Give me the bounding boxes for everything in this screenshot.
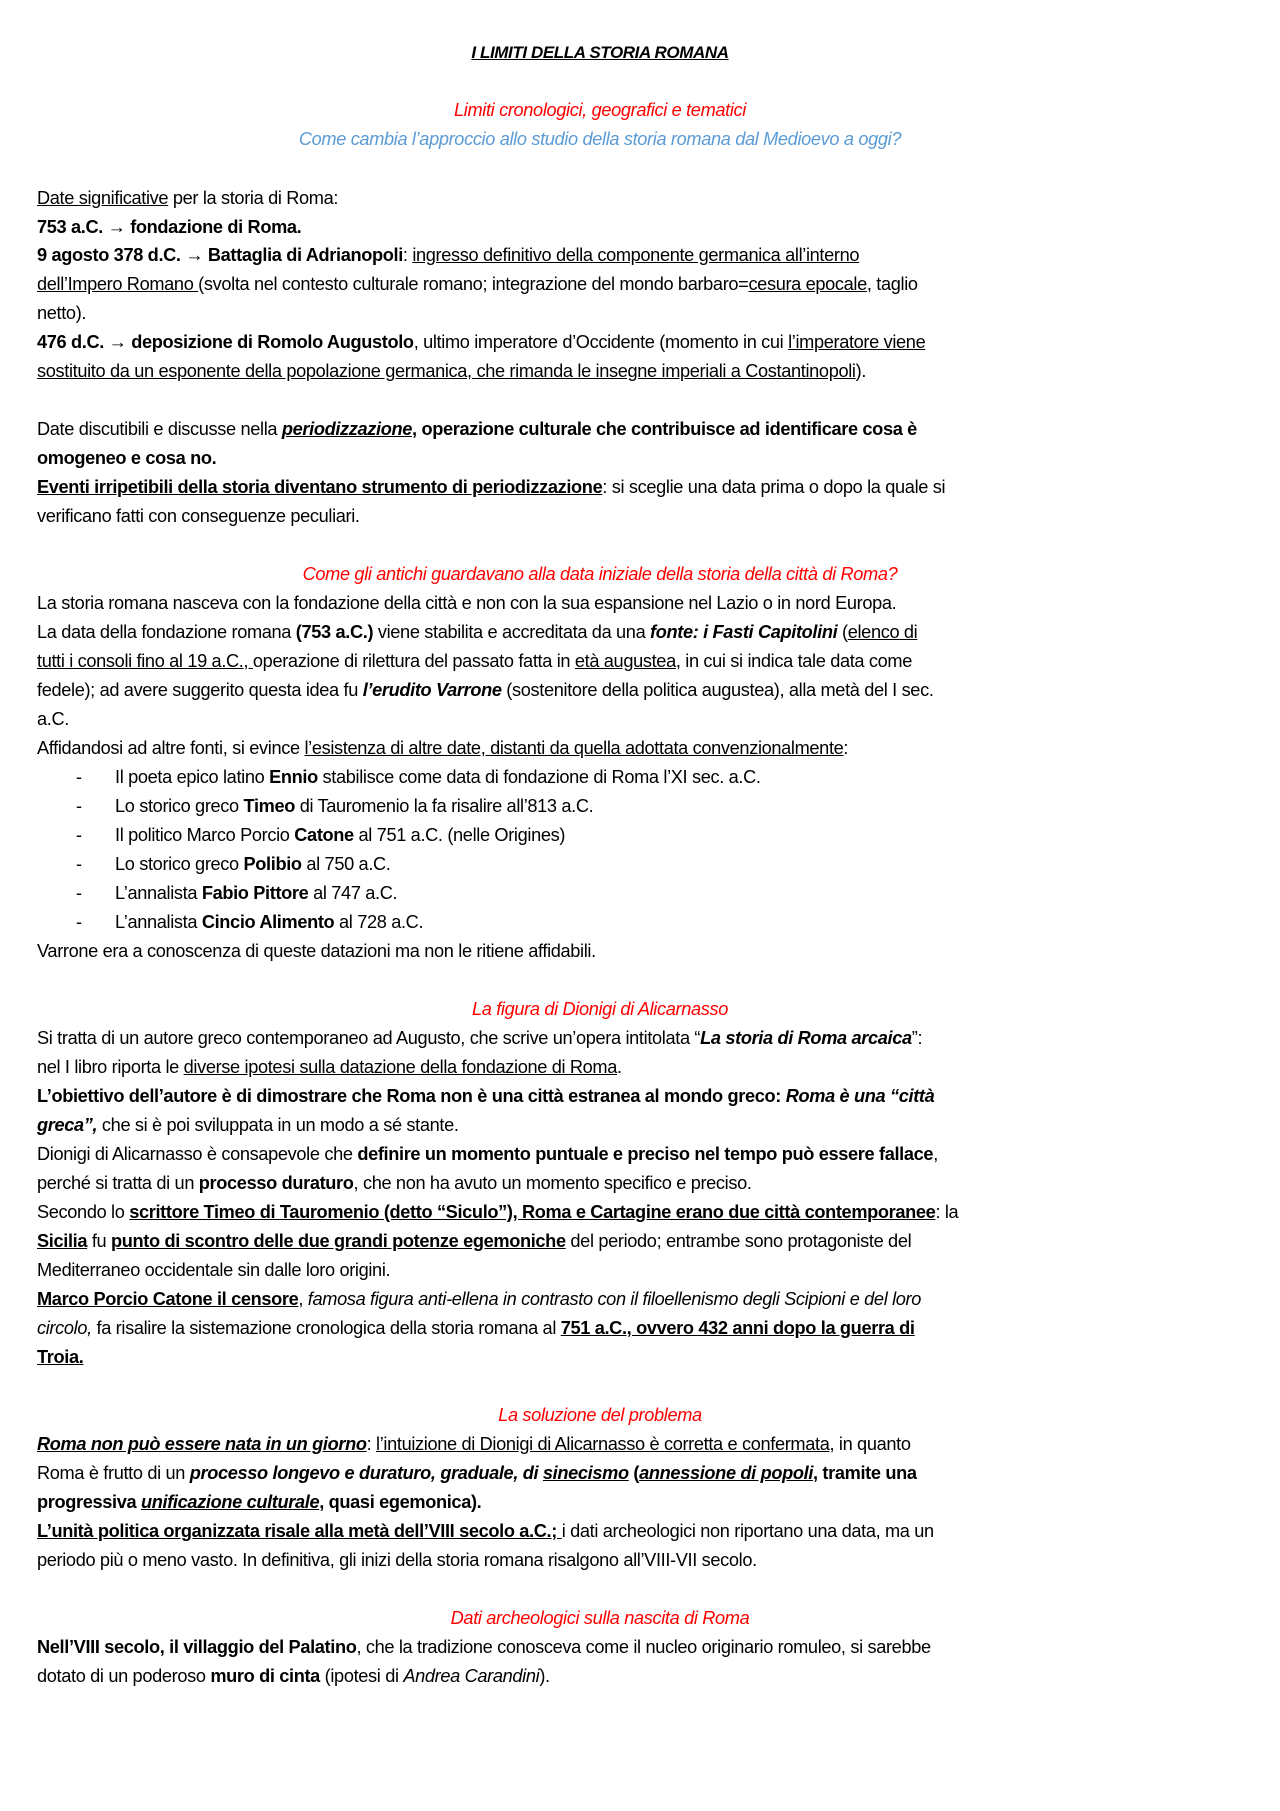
- dionigi-line11: circolo, fa risalire la sistemazione cronologica della storia romana al 751 a.C., ovvero 432 anni dopo la guerra di: [37, 1318, 915, 1338]
- dionigi-line4: greca”, che si è poi sviluppata in un modo a sé stante.: [37, 1115, 459, 1135]
- ancients-line3: tutti i consoli fino al 19 a.C., operazione di rilettura del passato fatta in età augustea, in cui si indica tale data come: [37, 651, 912, 671]
- bullet-dash: -: [76, 912, 83, 932]
- bullet-dash: -: [76, 767, 83, 787]
- section-heading-dionigi: La figura di Dionigi di Alicarnasso: [472, 999, 728, 1019]
- periodization-line4: verificano fatti con conseguenze peculiari.: [37, 506, 360, 526]
- dionigi-line3: L’obiettivo dell’autore è di dimostrare che Roma non è una città estranea al mondo greco: Roma è una “città: [37, 1086, 935, 1106]
- dionigi-line8: Sicilia fu punto di scontro delle due grandi potenze egemoniche del periodo; entrambe sono protagoniste del: [37, 1231, 912, 1251]
- section-heading-archaeology: Dati archeologici sulla nascita di Roma: [450, 1608, 750, 1628]
- date-378-line2: dell’Impero Romano (svolta nel contesto culturale romano; integrazione del mondo barbaro=cesura epocale, taglio: [37, 274, 918, 294]
- ancients-line5: a.C.: [37, 709, 69, 729]
- date-476-line1: 476 d.C. → deposizione di Romolo Augustolo, ultimo imperatore d’Occidente (momento in cui l’imperatore viene: [37, 332, 926, 352]
- bullet-dash: -: [76, 854, 83, 874]
- list-item: Lo storico greco Timeo di Tauromenio la fa risalire all’813 a.C.: [115, 796, 594, 816]
- ancients-line2: La data della fondazione romana (753 a.C.) viene stabilita e accreditata da una fonte: i Fasti Capitolini (elenco di: [37, 622, 918, 642]
- date-753: 753 a.C. → fondazione di Roma.: [37, 217, 302, 237]
- date-476-line2: sostituito da un esponente della popolazione germanica, che rimanda le insegne imperiali a Costantinopoli).: [37, 361, 867, 381]
- ancients-line4: fedele); ad avere suggerito questa idea fu l’erudito Varrone (sostenitore della politica augustea), alla metà del I sec.: [37, 680, 934, 700]
- list-item: Lo storico greco Polibio al 750 a.C.: [115, 854, 391, 874]
- section-heading-ancients: Come gli antichi guardavano alla data iniziale della storia della città di Roma?: [302, 564, 898, 584]
- solution-line3: progressiva unificazione culturale, quasi egemonica).: [37, 1492, 482, 1512]
- dionigi-line2: nel I libro riporta le diverse ipotesi sulla datazione della fondazione di Roma.: [37, 1057, 622, 1077]
- date-378-line3: netto).: [37, 303, 87, 323]
- ancients-line1: La storia romana nasceva con la fondazione della città e non con la sua espansione nel Lazio o in nord Europa.: [37, 593, 897, 613]
- date-378-line1: 9 agosto 378 d.C. → Battaglia di Adrianopoli: ingresso definitivo della componente germanica all’interno: [37, 245, 860, 265]
- solution-line5: periodo più o meno vasto. In definitiva, gli inizi della storia romana risalgono all’VIII-VII secolo.: [37, 1550, 757, 1570]
- list-item: Il poeta epico latino Ennio stabilisce come data di fondazione di Roma l’XI sec. a.C.: [115, 767, 761, 787]
- list-item: L’annalista Fabio Pittore al 747 a.C.: [115, 883, 398, 903]
- dionigi-line10: Marco Porcio Catone il censore, famosa figura anti-ellena in contrasto con il filoellenismo degli Scipioni e del loro: [37, 1289, 922, 1309]
- periodization-line1: Date discutibili e discusse nella periodizzazione, operazione culturale che contribuisce ad identificare cosa è: [37, 419, 917, 439]
- dates-intro: Date significative per la storia di Roma:: [37, 188, 339, 208]
- bullet-dash: -: [76, 825, 83, 845]
- dionigi-line9: Mediterraneo occidentale sin dalle loro origini.: [37, 1260, 391, 1280]
- solution-line4: L’unità politica organizzata risale alla metà dell’VIII secolo a.C.; i dati archeologici non riportano una data, ma un: [37, 1521, 934, 1541]
- archaeology-line2: dotato di un poderoso muro di cinta (ipotesi di Andrea Carandini).: [37, 1666, 550, 1686]
- page-title: I LIMITI DELLA STORIA ROMANA: [471, 43, 729, 62]
- bullet-dash: -: [76, 796, 83, 816]
- solution-line1: Roma non può essere nata in un giorno: l’intuizione di Dionigi di Alicarnasso è corretta e confermata, in quanto: [37, 1434, 911, 1454]
- dionigi-line12: Troia.: [37, 1347, 84, 1367]
- dionigi-line7: Secondo lo scrittore Timeo di Tauromenio (detto “Siculo”), Roma e Cartagine erano due città contemporanee: la: [37, 1202, 959, 1222]
- periodization-line3: Eventi irripetibili della storia diventano strumento di periodizzazione: si sceglie una data prima o dopo la quale si: [37, 477, 946, 497]
- dionigi-line1: Si tratta di un autore greco contemporaneo ad Augusto, che scrive un’opera intitolata “La storia di Roma arcaica”:: [37, 1028, 923, 1048]
- periodization-line2: omogeneo e cosa no.: [37, 448, 217, 468]
- list-item: Il politico Marco Porcio Catone al 751 a.C. (nelle Origines): [115, 825, 566, 845]
- archaeology-line1: Nell’VIII secolo, il villaggio del Palatino, che la tradizione conosceva come il nucleo originario romuleo, si sarebbe: [37, 1637, 931, 1657]
- solution-line2: Roma è frutto di un processo longevo e duraturo, graduale, di sinecismo (annessione di popoli, tramite una: [37, 1463, 917, 1483]
- ancients-line6: Affidandosi ad altre fonti, si evince l’esistenza di altre date, distanti da quella adottata convenzionalmente:: [37, 738, 849, 758]
- dionigi-line6: perché si tratta di un processo duraturo, che non ha avuto un momento specifico e preciso.: [37, 1173, 752, 1193]
- bullet-dash: -: [76, 883, 83, 903]
- subtitle-red: Limiti cronologici, geografici e tematici: [454, 100, 746, 120]
- subtitle-blue: Come cambia l’approccio allo studio della storia romana dal Medioevo a oggi?: [298, 129, 902, 149]
- section-heading-solution: La soluzione del problema: [498, 1405, 702, 1425]
- list-item: L’annalista Cincio Alimento al 728 a.C.: [115, 912, 424, 932]
- ancients-closing: Varrone era a conoscenza di queste datazioni ma non le ritiene affidabili.: [37, 941, 596, 961]
- dionigi-line5: Dionigi di Alicarnasso è consapevole che definire un momento puntuale e preciso nel tempo può essere fallace,: [37, 1144, 938, 1164]
